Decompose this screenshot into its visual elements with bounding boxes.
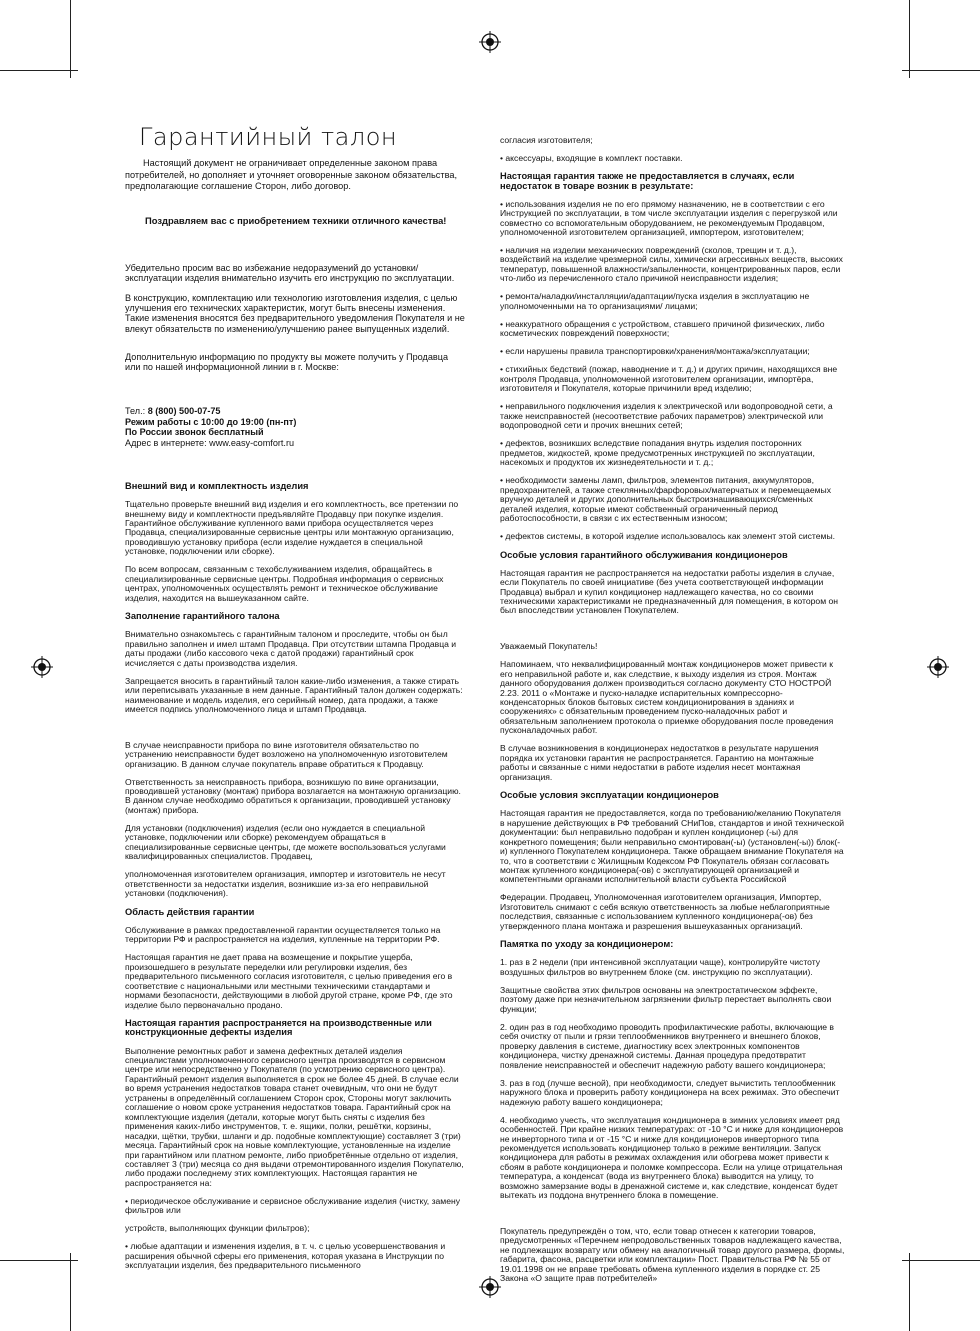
website-text: Адрес в интернете: www.easy-comfort.ru: [125, 437, 295, 448]
section-paragraph: • если нарушены правила транспортировки/хранения/монтажа/эксплуатации;: [500, 346, 810, 357]
section-heading: Настоящая гарантия распространяется на производственные или конструкционные дефекты изделия: [125, 1018, 432, 1038]
request-block: [125, 254, 465, 343]
page-title: Гарантийный талон: [139, 123, 398, 151]
section-paragraph: • любые адаптации и изменения изделия, в т. ч. с целью усовершенствования и расширения обычной сферы его применения, которая указана в Инструкции по эксплуатации изделия, без предварительного письменного: [125, 1241, 446, 1271]
section-paragraph: • неправильного подключения изделия к электрической или водопроводной сети, а также неисправностей (несоответствие рабочих параметров) электрической или водопроводной сети и прочих внешних сетей;: [500, 401, 833, 431]
section-paragraph: • ремонта/наладки/инсталляции/адаптации/пуска изделия в эксплуатацию не уполномоченными на то организациями/ лицами;: [500, 291, 810, 311]
section-heading: Заполнение гарантийного талона: [125, 611, 280, 622]
section-paragraph: Выполнение ремонтных работ и замена дефектных деталей изделия специалистами уполномоченного сервисного центра производятся в сервисном центре или непосредственно у Покупателя (по усмотрению сервисного центра). Гарантийный ремонт изделия выполняется в срок не более 45 дней. В случае если во время устранения недостатков товара станет очевидным, что они не будут устранены в определённый соглашением Сторон срок, Стороны могут заключить соглашение о новом сроке устранения недостатков товара. Гарантийный срок на комплектующие изделия (детали, которые могут быть сняты с изделия без применения каких-либо инструментов, т. е. ящики, полки, решётки, корзины, насадки, щётки, трубки, шланги и др. подобные комплектующие) составляет 3 (три) месяца. Гарантийный срок на новые комплектующие, установленные на изделие при гарантийном или платном ремонте, либо приобретённые отдельно от изделия, составляет 3 (три) месяца со дня выдачи отремонтированного изделия Покупателю, либо продажи последнему этих комплектующих. Настоящая гарантия не распространяется на:: [125, 1045, 464, 1188]
section-heading: Особые условия гарантийного обслуживания кондиционеров: [500, 549, 788, 560]
section: [125, 612, 465, 899]
section-paragraph: Для установки (подключения) изделия (если оно нуждается в специальной установке, подключении или сборке) рекомендуем обращаться в специализированные сервисные центры, где можете воспользоваться услугами квалифицированных специалистов. Продавец,: [125, 822, 446, 862]
congrats-text: Поздравляем вас с приобретением техники отличного качества!: [145, 215, 447, 226]
section-paragraph: • неаккуратного обращения с устройством, ставшего причиной физических, либо косметических повреждений поверхности;: [500, 318, 825, 339]
section: [125, 482, 465, 603]
section: [125, 1019, 465, 1271]
left-sections: [125, 482, 465, 1280]
section-paragraph: Обслуживание в рамках предоставленной гарантии осуществляется только на территории РФ и распространяется на изделия, купленные на территории РФ.: [125, 924, 441, 945]
crop-mark: [70, 0, 71, 78]
section-paragraph: • необходимости замены ламп, фильтров, элементов питания, аккумуляторов, предохранителей, а также стеклянных/фарфоровых/матерчатых и перемещаемых вручную деталей и других дополнительных быстроизнашивающихся/сменных деталей изделия, которые имеют собственный ограниченный период работоспособности, в связи с их естественным износом;: [500, 475, 831, 524]
crop-mark: [909, 1253, 910, 1331]
request-paragraph: Убедительно просим вас во избежание недоразумений до установки/эксплуатации изделия внимательно изучить его инструкцию по эксплуатации.: [125, 263, 455, 284]
section: [500, 551, 845, 783]
section-paragraph: Федерации. Продавец, Уполномоченная изготовителем организация, Импортер, Изготовитель снимают с себя всякую ответственность за любые неблагоприятные последствия, связанные с использованием купленного кондиционера(-ов) без утвержденного плана монтажа и разрешения вышеуказанных организаций.: [500, 892, 830, 931]
section-paragraph: Уважаемый Покупатель!: [500, 641, 598, 652]
tel-label: Тел.:: [125, 406, 148, 416]
section-paragraph: 4. необходимо учесть, что эксплуатация кондиционера в зимних условиях имеет ряд особенностей. При крайне низких температурах: от -10 °С и ниже для кондиционеров не инверторного типа и от -15 °С и ниже для кондиционеров инверторного типа рекомендуется использовать кондиционер только в режиме вентиляции. Запуск кондиционера для работы в режимах охлаждения или обогрева может привести к сбоям в работе кондиционера и поломке компрессора. Если на улице отрицательная температура, а конденсат (вода из внутреннего блока) выводится на улицу, то возможно замерзание воды в дренажной системе и, как следствие, конденсат будет вытекать из поддона внутреннего блока в помещение.: [500, 1114, 844, 1201]
section-paragraph: В случае неисправности прибора по вине изготовителя обязательство по устранению неисправности будет возложено на уполномоченную изготовителем организацию. В данном случае покупатель вправе обратиться к Продавцу.: [125, 739, 448, 769]
crop-mark: [70, 1253, 71, 1331]
crop-mark: [909, 0, 910, 78]
section-paragraph: Настоящая гарантия не распространяется на недостатки работы изделия в случае, если Покупатель по своей инициативе (без учета соответствующей информации Продавца) выбрал и купил кондиционер надлежащего качества, но со своими техническими характеристиками не предназначенный для помещения, в котором он был впоследствии установлен Покупателем.: [500, 567, 839, 616]
section-paragraph: • стихийных бедствий (пожар, наводнение и т. д.) и других причин, находящихся вне контроля Продавца, уполномоченной изготовителем организации, импортёра, изготовителя и Покупателя, которые причинили вред изделию;: [500, 364, 838, 394]
registration-mark-icon: [479, 31, 501, 53]
section-paragraph: В случае возникновения в кондиционерах недостатков в результате нарушения порядка их установки гарантия не распространяется. Гарантию на монтажные работы и связанные с ними недостатки в работе изделия несет монтажная организация.: [500, 743, 819, 782]
section-paragraph: [500, 625, 845, 634]
section-heading: Особые условия эксплуатации кондиционеров: [500, 790, 719, 801]
section-heading: Область действия гарантии: [125, 906, 255, 917]
section-paragraph: • наличия на изделии механических повреждений (сколов, трещин и т. д.), воздействий на изделие чрезмерной силы, химически агрессивных веществ, высоких температур, повышенной влажности/запыленности, концентрированных паров, если что-либо из перечисленного стало причиной неисправности изделия;: [500, 245, 843, 284]
crop-mark: [0, 1260, 78, 1261]
section-paragraph: 1. раз в 2 недели (при интенсивной эксплуатации чаще), контролируйте чистоту воздушных фильтров во внутреннем блоке (см. инструкцию по эксплуатации).: [500, 957, 821, 977]
section-paragraph: • дефектов, возникших вследствие попадания внутрь изделия посторонних предметов, жидкостей, кроме предусмотренных инструкцией по эксплуатации, насекомых и продуктов их жизнедеятельности и т. д.;: [500, 438, 815, 468]
section-paragraph: Ответственность за неисправность прибора, возникшую по вине организации, проводившей установку (монтаж) прибора возлагается на монтажную организацию. В данном случае необходимо обратиться к организации, проводившей установку (монтаж) прибора.: [125, 776, 461, 815]
section-paragraph: Тщательно проверьте внешний вид изделия и его комплектность, все претензии по внешнему виду и комплектности предъявляйте Продавцу при покупке изделия. Гарантийное обслуживание купленного вами прибора осуществляется через Продавца, специализированные сервисные центры или монтажную организацию, проводившую установку прибора (если изделие нуждается в специальной установке, подключении или сборке).: [125, 499, 459, 557]
info-text: Дополнительную информацию по продукту вы можете получить у Продавца или по нашей информационной линии в г. Москве:: [125, 352, 449, 373]
section: [125, 908, 465, 1010]
section-paragraph: • периодическое обслуживание и сервисное обслуживание изделия (чистку, замену фильтров или: [125, 1195, 461, 1216]
section-paragraph: • использования изделия не по его прямому назначению, не в соответствии с его Инструкцией по эксплуатации, в том числе эксплуатации изделия с перегрузкой или совместно со вспомогательным оборудованием, не рекомендуемым Продавцом, уполномоченной изготовителем организацией, импортером, изготовителем;: [500, 198, 838, 237]
section-paragraph: [125, 723, 465, 732]
section-paragraph: Внимательно ознакомьтесь с гарантийным талоном и проследите, чтобы он был правильно заполнен и имел штамп Продавца. При отсутствии штампа Продавца и даты продажи (либо кассового чека с датой продажи) гарантийный срок исчисляется с даты производства изделия.: [125, 629, 457, 668]
section-paragraph: • аксессуары, входящие в комплект поставки.: [500, 152, 683, 163]
free-call-note: По России звонок бесплатный: [125, 427, 264, 437]
section: [500, 136, 845, 164]
section-paragraph: Запрещается вносить в гарантийный талон какие-либо изменения, а также стирать или переписывать указанные в нем данные. Гарантийный талон должен содержать: наименование и модель изделия, его серийный номер, дата продажи, а также имеется подпись уполномоченного лица и штамп Продавца.: [125, 675, 463, 714]
registration-mark-icon: [31, 656, 53, 678]
section-paragraph: Настоящая гарантия не предоставляется, когда по требованию/желанию Покупателя в нарушение действующих в РФ требований СНиПов, стандартов и иной технической документации: был неправильно подобран и куплен кондиционер (-ы) для конкретного помещения; были неправильно смонтирован(-ы) (установлен(-ы)) блок(-и) купленного Покупателем кондиционера. Также обращаем внимание Покупателя на то, что в соответствии с Жилищным Кодексом РФ Покупатель обязан согласовать монтаж купленного кондиционера(-ов) с эксплуатирующей организацией и компетентными органами исполнительной власти субъекта Российской: [500, 808, 845, 885]
section-paragraph: уполномоченная изготовителем организация, импортер и изготовитель не несут ответственности за недостатки изделия, возникшие из-за его неправильной установки (подключения).: [125, 869, 446, 899]
phone-number[interactable]: 8 (800) 500-07-75: [147, 406, 221, 416]
section-paragraph: 3. раз в год (лучше весной), при необходимости, следует вычистить теплообменник наружного блока и проверить работу кондиционера на всех режимах. Это обеспечит надежную работу вашего кондиционера;: [500, 1077, 840, 1107]
section: [500, 172, 845, 542]
section-paragraph: Защитные свойства этих фильтров основаны на электростатическом эффекте, поэтому даже при незначительном загрязнении фильтр перестает выполнять свои функции;: [500, 984, 832, 1014]
intro-text: Настоящий документ не ограничивает определенные законом права потребителей, но дополняет и уточняет оговоренные законом обязательства, предполагающие соглашение Сторон, либо договор.: [125, 158, 458, 191]
crop-mark: [902, 1260, 980, 1261]
section: [500, 940, 845, 1283]
section-paragraph: Настоящая гарантия не дает права на возмещение и покрытие ущерба, произошедшего в результате переделки или регулировки изделия, без предварительного письменного согласия изготовителя, с целью приведения его в соответствие с национальными или местными техническими стандартами и нормами безопасности, действующими в любой другой стране, кроме РФ, где это изделие было первоначально продано.: [125, 952, 453, 1010]
section-heading: Памятка по уходу за кондиционером:: [500, 939, 674, 950]
section-paragraph: Покупатель предупреждён о том, что, если товар отнесен к категории товаров, предусмотренных «Перечнем непродовольственных товаров надлежащего качества, не подлежащих возврату или обмену на аналогичный товар другого размера, формы, габарита, фасона, расцветки или комплектации» Пост. Правительства РФ № 55 от 19.01.1998 он не вправе требовать обмена купленного изделия в порядке ст. 25 Закона «О защите прав потребителей»: [500, 1225, 845, 1284]
request-paragraph: В конструкцию, комплектацию или технологию изготовления изделия, с целью улучшения его технических характеристик, могут быть внесены изменения. Такие изменения вносятся без предварительного уведомления Покупателя и не влекут обязательств по изменению/улучшению ранее выпущенных изделий.: [125, 292, 465, 334]
section-paragraph: 2. один раз в год необходимо проводить профилактические работы, включающие в себя очистку от пыли и грязи теплообменников внутреннего и внешнего блоков, проверку давления в системе, диагностику всех электронных компонентов кондиционера, чистку дренажной системы. Данная процедура предотвратит появление неисправностей и обеспечит надежную работу вашего кондиционера;: [500, 1021, 834, 1070]
contacts-block: [125, 406, 465, 448]
crop-mark: [902, 70, 980, 71]
section-paragraph: • дефектов системы, в которой изделие использовалось как элемент этой системы.: [500, 531, 836, 542]
section-paragraph: согласия изготовителя;: [500, 134, 593, 145]
crop-mark: [0, 70, 78, 71]
work-hours: Режим работы с 10:00 до 19:00 (пн-пт): [125, 416, 297, 427]
section-heading: Настоящая гарантия также не предоставляется в случаях, если недостаток в товаре возник в результате:: [500, 171, 795, 191]
section-heading: Внешний вид и комплектность изделия: [125, 481, 309, 491]
section-paragraph: [500, 1209, 845, 1218]
section-paragraph: По всем вопросам, связанным с техобслуживанием изделия, обращайтесь в специализированные сервисные центры. Подробная информация о сервисных центрах, уполномоченных осуществлять ремонт и техническое обслуживание изделия, находится на вышеуказанном сайте.: [125, 564, 444, 603]
section-paragraph: Напоминаем, что неквалифицированный монтаж кондиционеров может привести к его неправильной работе и, как следствие, к выходу изделия из строя. Монтаж данного оборудования должен производиться согласно документу СТО НОСТРОЙ 2.23. 2011 о «Монтаже и пуско-наладке испарительных компрессорно-конденсаторных блоков бытовых систем кондиционирования в зданиях и сооружениях» с обязательным проведением пуско-наладочных работ и обязательным заполнением протокола о приемке оборудования после проведения пусконаладочных работ.: [500, 659, 834, 736]
registration-mark-icon: [927, 656, 949, 678]
section-paragraph: устройств, выполняющих функции фильтров);: [125, 1223, 310, 1234]
registration-mark-icon: [479, 1276, 501, 1298]
section: [500, 791, 845, 931]
right-sections: [500, 127, 845, 1293]
